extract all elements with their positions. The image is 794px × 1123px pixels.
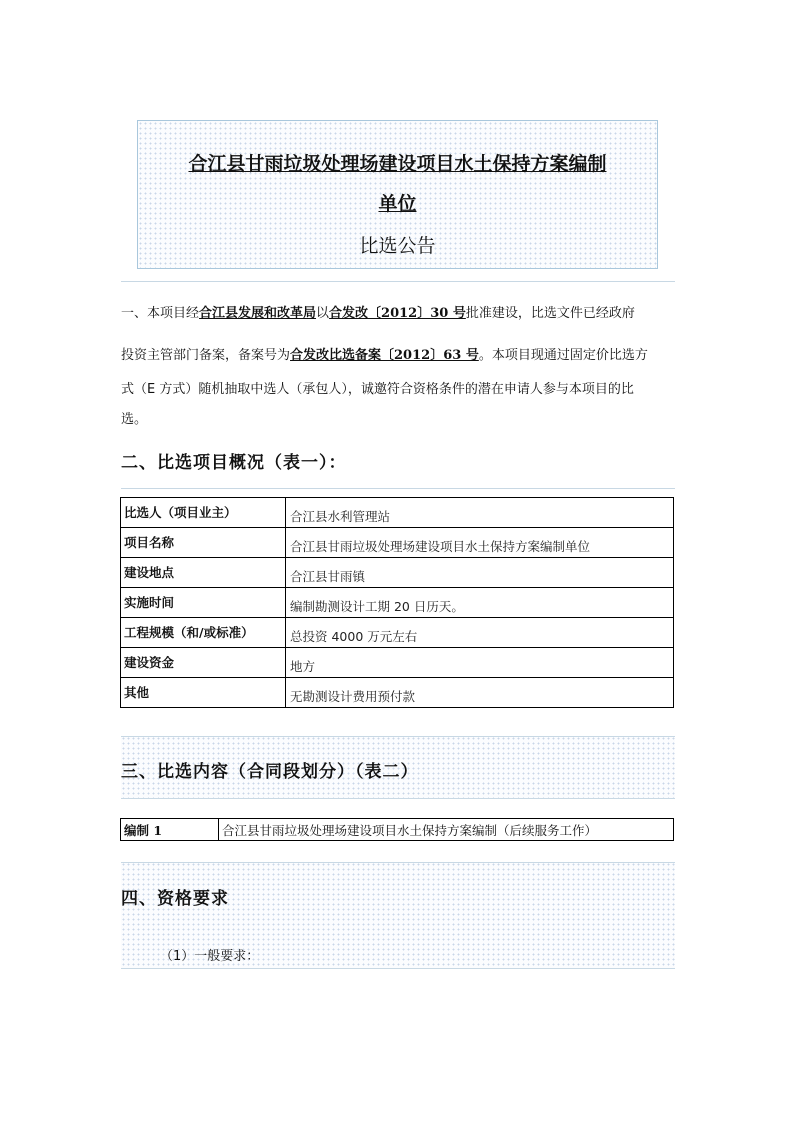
row-value: 合江县甘雨垃圾处理场建设项目水土保持方案编制单位 xyxy=(286,528,674,558)
divider xyxy=(121,488,675,489)
table-row xyxy=(121,558,674,588)
row-value: 编制勘测设计工期 20 日历天。 xyxy=(286,588,674,618)
row-value: 合江县水利管理站 xyxy=(286,498,674,528)
row-value: 合江县甘雨垃圾处理场建设项目水土保持方案编制（后续服务工作） xyxy=(219,819,674,841)
divider xyxy=(121,968,675,969)
divider xyxy=(121,281,675,282)
section4-item-1: （1）一般要求： xyxy=(160,949,260,964)
section1-line2: 投资主管部门备案，备案号为合发改比选备案〔2012〕63 号。本项目现通过固定价比选方 xyxy=(121,348,648,363)
table-row xyxy=(121,618,674,648)
row-value: 总投资 4000 万元左右 xyxy=(286,618,674,648)
section1-line3: 式（E 方式）随机抽取中选人（承包人），诚邀符合资格条件的潜在申请人参与本项目的比 xyxy=(121,382,634,397)
section1-line1: 一、本项目经合江县发展和改革局以合发改〔2012〕30 号批准建设，比选文件已经政府 xyxy=(121,306,635,321)
table-row xyxy=(121,648,674,678)
divider xyxy=(121,736,675,737)
approval-doc: 合发改〔2012〕30 号 xyxy=(329,306,466,321)
row-label: 实施时间 xyxy=(121,588,286,618)
table-row xyxy=(121,498,674,528)
row-value: 合江县甘雨镇 xyxy=(286,558,674,588)
row-label: 建设资金 xyxy=(121,648,286,678)
section4-heading: 四、资格要求 xyxy=(121,889,229,909)
row-label: 其他 xyxy=(121,678,286,708)
row-label: 建设地点 xyxy=(121,558,286,588)
row-value: 地方 xyxy=(286,648,674,678)
org-name: 合江县发展和改革局 xyxy=(199,306,317,321)
contract-section-table xyxy=(120,818,674,841)
project-overview-table xyxy=(120,497,674,708)
row-label: 项目名称 xyxy=(121,528,286,558)
section1-line4: 选。 xyxy=(121,412,148,427)
row-label: 编制 1 xyxy=(121,819,219,841)
title-line-2: 单位 xyxy=(378,193,417,215)
title-line-3: 比选公告 xyxy=(359,235,436,257)
title-line-1: 合江县甘雨垃圾处理场建设项目水土保持方案编制 xyxy=(188,153,607,175)
row-label: 工程规模（和/或标准） xyxy=(121,618,286,648)
table-row xyxy=(121,819,674,841)
filing-doc: 合发改比选备案〔2012〕63 号 xyxy=(290,348,479,363)
table-row xyxy=(121,528,674,558)
section2-heading: 二、比选项目概况（表一）： xyxy=(121,453,347,473)
table-row xyxy=(121,588,674,618)
divider xyxy=(121,798,675,799)
section3-heading: 三、比选内容（合同段划分）（表二） xyxy=(121,762,419,782)
row-value: 无勘测设计费用预付款 xyxy=(286,678,674,708)
divider xyxy=(121,862,675,863)
row-label: 比选人（项目业主） xyxy=(121,498,286,528)
table-row xyxy=(121,678,674,708)
title-box xyxy=(137,120,658,269)
